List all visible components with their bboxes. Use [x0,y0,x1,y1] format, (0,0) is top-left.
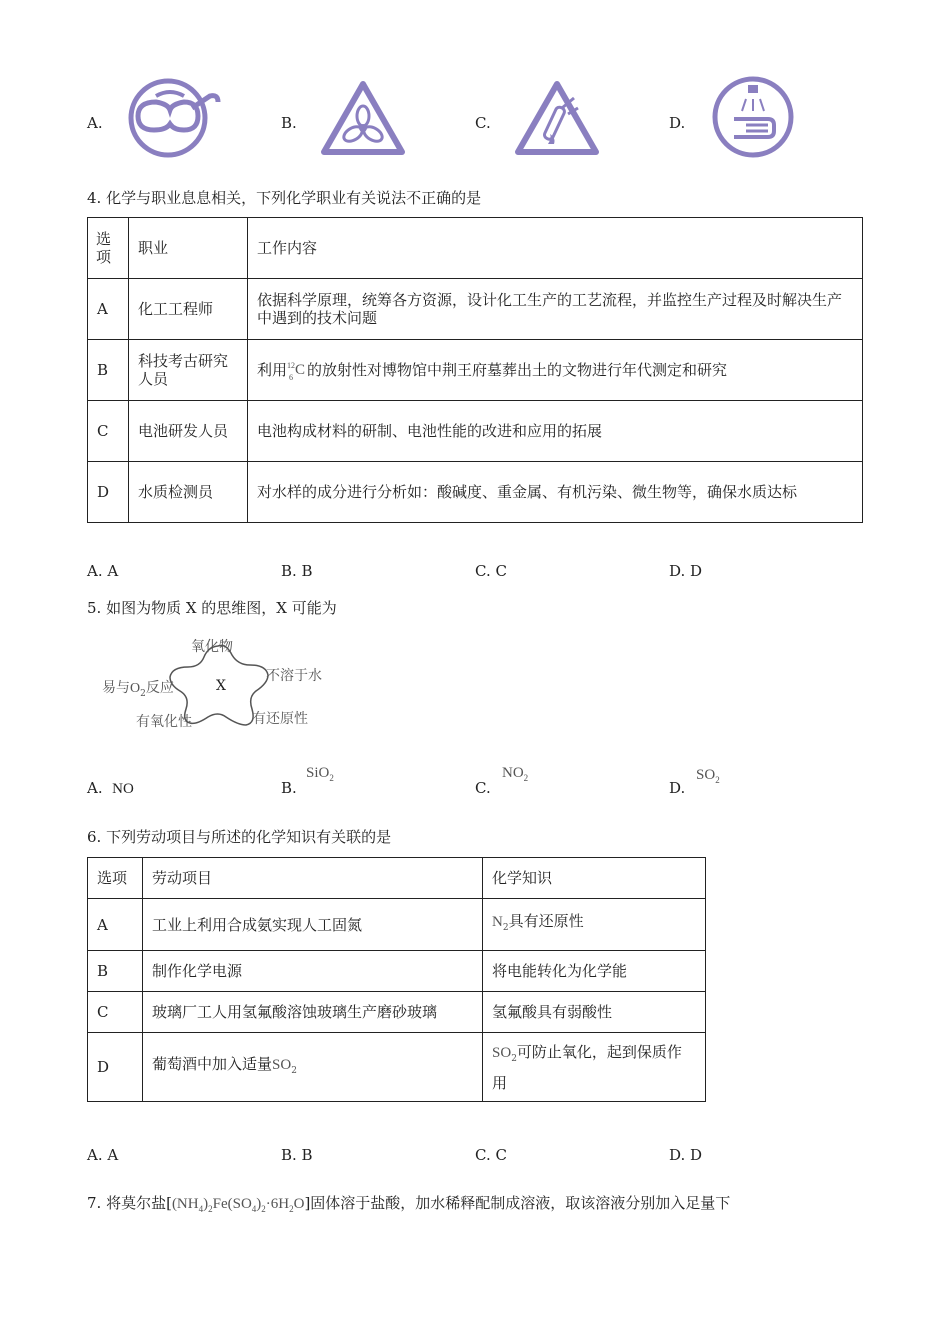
q6-row-d-item: 葡萄酒中加入适量$SO_2$ [143,1033,483,1102]
goggles-icon [126,78,221,158]
q5-option-b-formula: SiO$_2$ [306,765,334,783]
q4-row-d-opt: D [88,462,129,523]
mind-map-bottom-right-label: 有还原性 [252,711,308,727]
q6-answer-b: B. B [281,1146,313,1164]
q4-row-c-job: 电池研发人员 [129,401,248,462]
q4-stem: 4. 化学与职业息息相关，下列化学职业有关说法不正确的是 [87,189,482,207]
hot-test-tube-warning-icon [512,78,602,158]
table-row [88,462,863,523]
q6-row-a-knowledge: $N_2$具有还原性 [483,899,706,951]
q5-option-b-label: B. [281,779,297,797]
q6-answer-d: D. D [669,1146,703,1164]
q4-answer-a: A. A [87,562,119,580]
q4-row-a-opt: A [88,279,129,340]
table-row [88,1033,706,1102]
q6-row-b-item: 制作化学电源 [143,951,483,992]
q4-table [87,217,863,523]
q7-stem: 7. 将莫尔盐$[(NH_4)_2Fe(SO_4)_2\cdot 6H_2O]$固体溶于盐酸，加水稀释配制成溶液，取该溶液分别加入足量下 [87,1194,731,1214]
table-row [88,992,706,1033]
q6-row-d-knowledge: $SO_2$可防止氧化，起到保质作用 [483,1033,706,1102]
table-row [88,899,706,951]
mind-map-bottom-left-label: 有氧化性 [136,714,192,730]
q6-header-item: 劳动项目 [143,858,483,899]
q4-row-b-opt: B [88,340,129,401]
q6-answer-a: A. A [87,1146,119,1164]
q3-option-c-label: C. [475,114,491,132]
q4-answer-c: C. C [475,562,507,580]
q3-option-d-label: D. [669,114,686,132]
q5-option-a: A. NO [87,779,134,797]
q6-row-b-opt: B [88,951,143,992]
q6-row-a-item: 工业上利用合成氨实现人工固氮 [143,899,483,951]
q4-header-content: 工作内容 [248,218,863,279]
mind-map-left-label: 易与$O_2$反应 [102,680,174,699]
table-row [88,401,863,462]
mind-map-top-label: 氧化物 [191,639,233,655]
q4-row-c-opt: C [88,401,129,462]
q6-row-c-knowledge: 氢氟酸具有弱酸性 [483,992,706,1033]
q6-answer-c: C. C [475,1146,507,1164]
q5-option-d-label: D. [669,779,686,797]
q6-row-c-item: 玻璃厂工人用氢氟酸溶蚀玻璃生产磨砂玻璃 [143,992,483,1033]
q6-row-b-knowledge: 将电能转化为化学能 [483,951,706,992]
q4-row-a-job: 化工工程师 [129,279,248,340]
q4-row-b-content: 利用 12 6 C 的放射性对博物馆中荆王府墓葬出土的文物进行年代测定和研究 [248,340,863,401]
q5-option-c-label: C. [475,779,491,797]
q4-row-b-job: 科技考古研究人员 [129,340,248,401]
q6-row-d-opt: D [88,1033,143,1102]
q5-stem: 5. 如图为物质 X 的思维图，X 可能为 [87,599,337,617]
mohr-salt-formula: $(NH_4)_2Fe(SO_4)_2\cdot 6H_2O$ [171,1196,305,1214]
q3-option-a-label: A. [87,114,103,132]
q4-row-a-content: 依据科学原理，统筹各方资源，设计化工生产的工艺流程，并监控生产过程及时解决生产中遇到的技术问题 [248,279,863,340]
q4-row-d-content: 对水样的成分进行分析如：酸碱度、重金属、有机污染、微生物等，确保水质达标 [248,462,863,523]
q4-row-c-content: 电池构成材料的研制、电池性能的改进和应用的拓展 [248,401,863,462]
q6-row-c-opt: C [88,992,143,1033]
fan-warning-icon [318,78,408,158]
mind-map-center-x: X [216,678,226,694]
table-row [88,279,863,340]
q5-option-c-formula: $NO_2$ [502,765,529,783]
q6-header-knowledge: 化学知识 [483,858,706,899]
q6-stem: 6. 下列劳动项目与所述的化学知识有关联的是 [87,828,392,846]
mind-map-right-label: 不溶于水 [266,668,322,684]
table-row [88,951,706,992]
q3-option-b-label: B. [281,114,297,132]
q4-header-option: 选项 [88,218,129,279]
q4-answer-d: D. D [669,562,703,580]
mind-map [90,625,350,735]
carbon-12-isotope: 12 6 C [287,360,306,382]
q6-table [87,857,706,1102]
table-row [88,340,863,401]
q5-option-d-formula: $SO_2$ [696,767,720,785]
wash-hands-icon [710,75,796,159]
q4-header-job: 职业 [129,218,248,279]
q6-header-option: 选项 [88,858,143,899]
q6-row-a-opt: A [88,899,143,951]
q4-answer-b: B. B [281,562,313,580]
q4-row-d-job: 水质检测员 [129,462,248,523]
